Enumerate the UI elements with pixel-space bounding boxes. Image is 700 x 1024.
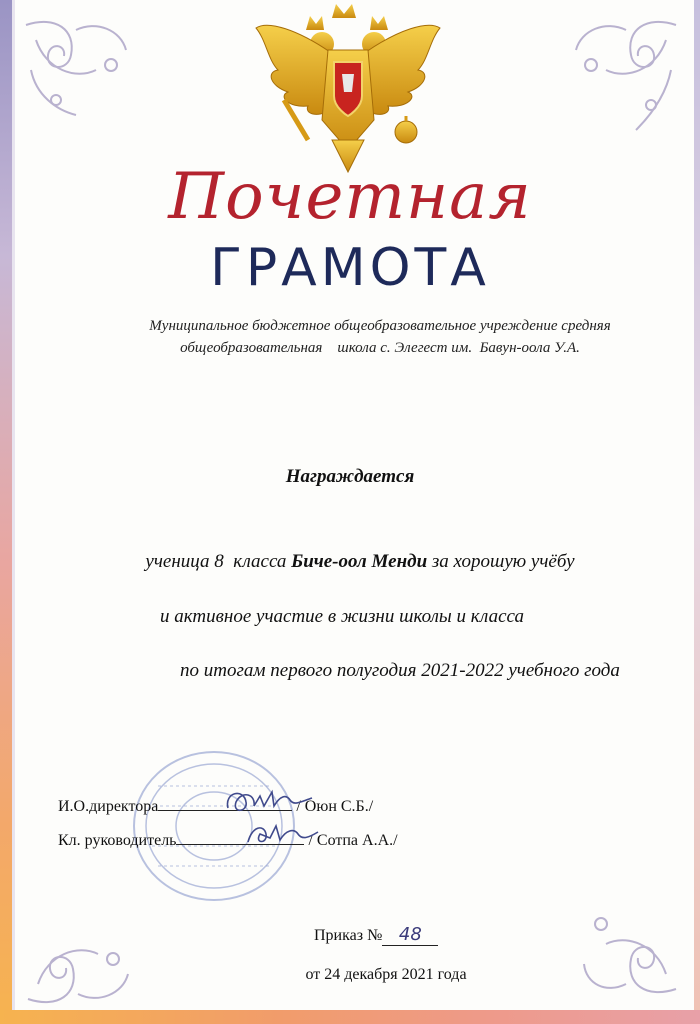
order-label: Приказ № <box>314 927 383 944</box>
corner-ornament-icon <box>18 904 148 1014</box>
frame-left-inner-border <box>12 0 15 1024</box>
awarded-heading: Награждается <box>285 466 415 487</box>
coat-of-arms-emblem-icon <box>248 0 448 176</box>
corner-ornament-icon <box>16 10 146 130</box>
director-signature-row <box>58 796 373 816</box>
corner-ornament-icon <box>556 10 686 140</box>
director-name: / Оюн С.Б./ <box>296 798 374 815</box>
award-line-1-prefix: ученица 8 класса <box>145 551 292 572</box>
director-signature-icon <box>220 782 320 822</box>
corner-ornament-icon <box>576 884 686 1004</box>
recipient-name: Биче-оол Менди <box>291 551 428 572</box>
teacher-signature-icon <box>242 818 322 852</box>
frame-right-border <box>694 0 700 1024</box>
award-line-2: и активное участие в жизни школы и класса <box>160 606 524 627</box>
title-script: Почетная <box>168 160 532 234</box>
teacher-signature-row <box>58 830 398 850</box>
school-name <box>90 315 670 359</box>
frame-left-border <box>0 0 12 1024</box>
school-line-1: Муниципальное бюджетное общеобразовательное учреждение средняя <box>149 318 611 334</box>
award-line-3: по итогам первого полугодия 2021-2022 учебного года <box>180 660 620 681</box>
teacher-label: Кл. руководитель <box>58 832 177 849</box>
teacher-name: / Сотпа А.А./ <box>308 832 398 849</box>
title-main: ГРАМОТА <box>210 238 490 298</box>
school-line-2: общеобразовательная школа с. Элегест им. Бавун-оола У.А. <box>180 340 580 356</box>
order-row <box>314 924 438 946</box>
award-line-1 <box>40 551 680 573</box>
order-date: от 24 декабря 2021 года <box>305 966 467 983</box>
award-line-1-suffix: за хорошую учёбу <box>427 551 575 572</box>
order-number: 48 <box>382 924 438 946</box>
director-label: И.О.директора <box>58 798 159 815</box>
